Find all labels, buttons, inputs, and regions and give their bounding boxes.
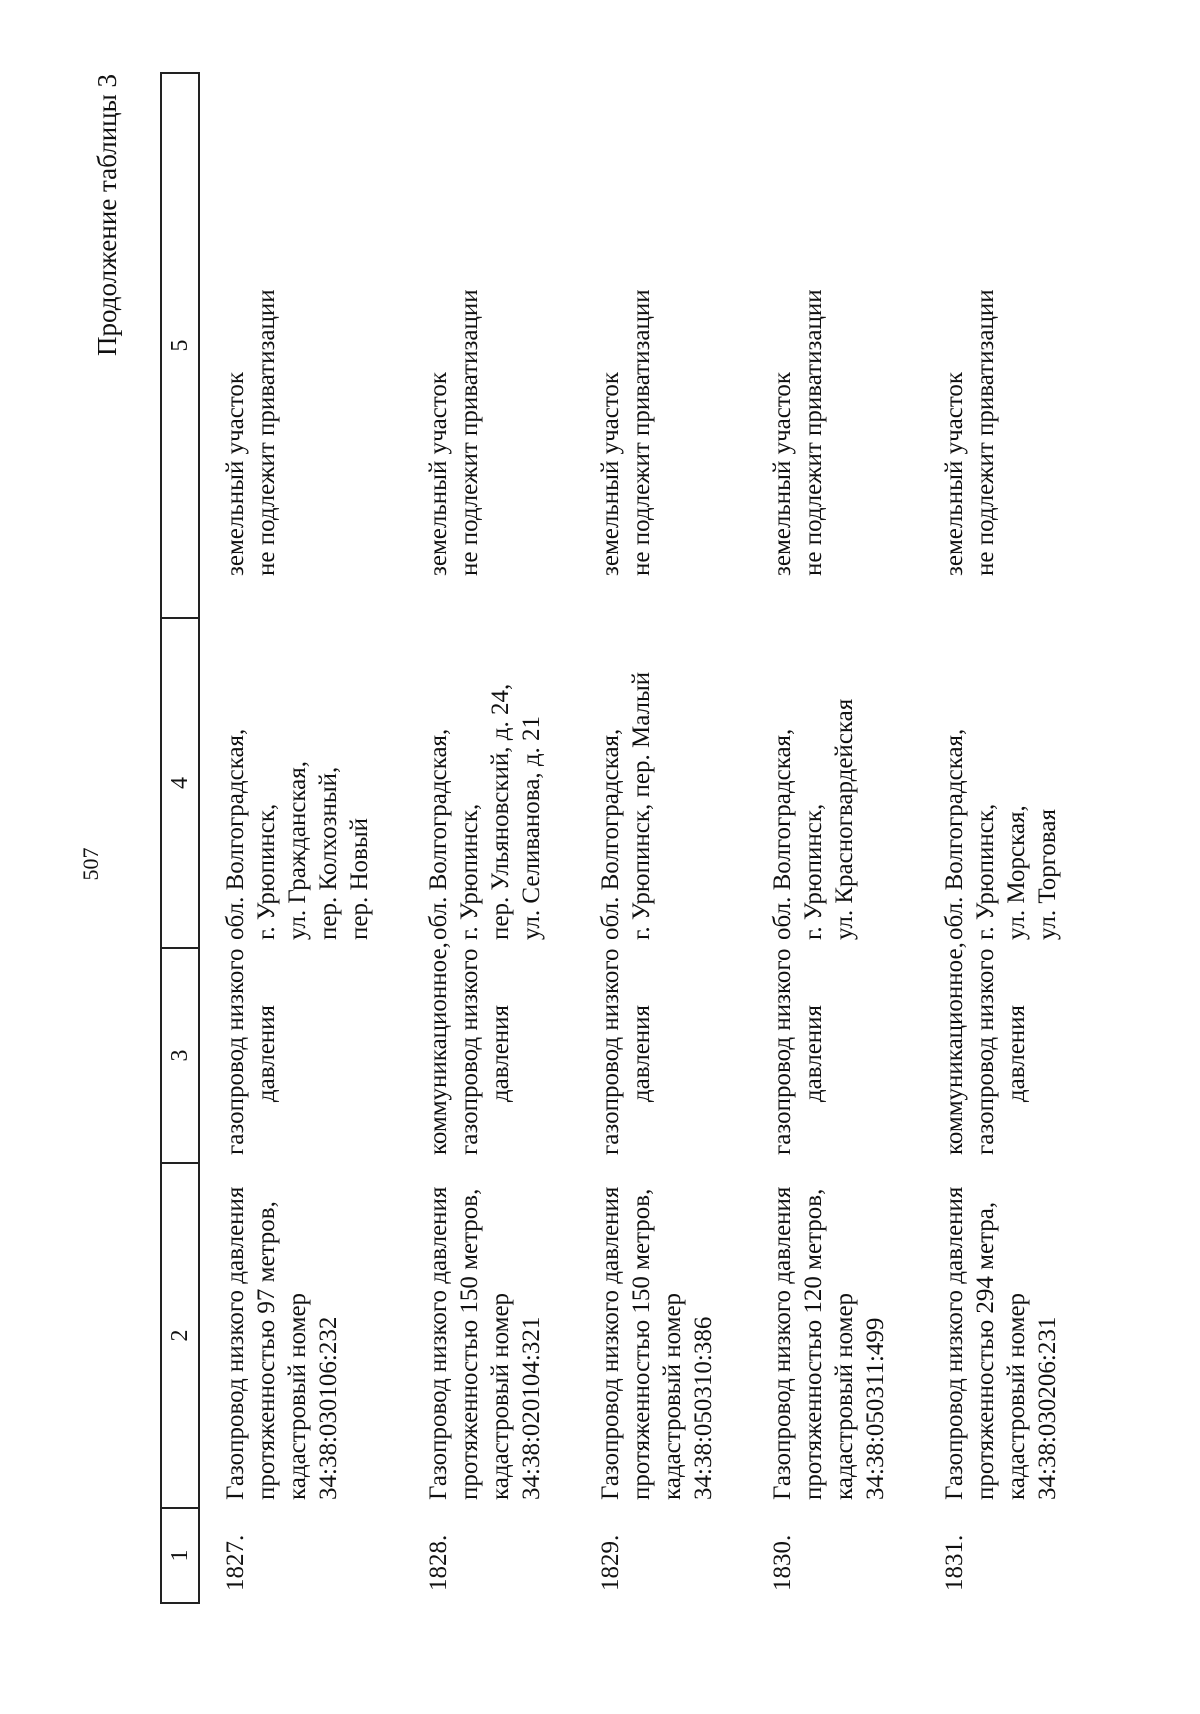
purpose-cell (575, 948, 747, 1163)
table-body (199, 73, 1091, 1603)
address-line: пер. Новый (346, 817, 373, 940)
address-cell (575, 618, 747, 948)
purpose-line: коммуникационное, (941, 942, 968, 1155)
note-cell (403, 73, 575, 618)
row-number: 1829. (597, 1534, 624, 1591)
purpose-line: давления (800, 1004, 827, 1103)
address-cell (403, 618, 575, 948)
purpose-line: коммуникационное, (425, 942, 452, 1155)
table-continuation-label: Продолжение таблицы 3 (92, 74, 122, 356)
row-number: 1828. (425, 1534, 452, 1591)
object-name-line: протяженностью 97 метров, (253, 1201, 280, 1500)
address-line: г. Урюпинск, (456, 803, 483, 940)
property-table-container (160, 74, 1091, 1604)
purpose-cell (199, 948, 403, 1163)
address-line: обл. Волгоградская, (597, 728, 624, 940)
object-name-line: кадастровый номер (1003, 1292, 1030, 1500)
note-line: земельный участок (222, 371, 249, 576)
note-line: не подлежит приватизации (628, 289, 655, 576)
object-name-cell (919, 1163, 1091, 1508)
table-row (403, 73, 575, 1603)
object-name-line: кадастровый номер (659, 1292, 686, 1500)
note-line: не подлежит приватизации (253, 289, 280, 576)
note-line: земельный участок (941, 371, 968, 576)
purpose-line: газопровод низкого (769, 948, 796, 1155)
address-line: г. Урюпинск, (253, 803, 280, 940)
address-line: ул. Селиванова, д. 21 (518, 715, 545, 940)
property-table (160, 72, 1091, 1604)
header-col-4: 4 (161, 618, 199, 948)
object-name-line: 34:38:030106:232 (315, 1316, 342, 1500)
purpose-line: газопровод низкого (972, 948, 999, 1155)
table-row (747, 73, 919, 1603)
row-number: 1831. (941, 1534, 968, 1591)
purpose-line: давления (628, 1004, 655, 1103)
note-line: земельный участок (597, 371, 624, 576)
object-name-line: протяженностью 150 метров, (456, 1188, 483, 1500)
object-name-line: Газопровод низкого давления (425, 1186, 452, 1500)
row-number: 1827. (222, 1534, 249, 1591)
object-name-line: Газопровод низкого давления (941, 1186, 968, 1500)
header-row (161, 73, 199, 1603)
object-name-line: 34:38:050311:499 (862, 1317, 889, 1500)
note-line: земельный участок (425, 371, 452, 576)
note-line: не подлежит приватизации (800, 289, 827, 576)
object-name-line: кадастровый номер (284, 1292, 311, 1500)
note-cell (747, 73, 919, 618)
object-name-line: Газопровод низкого давления (597, 1186, 624, 1500)
object-name-line: протяженностью 120 метров, (800, 1188, 827, 1500)
object-name-line: 34:38:030206:231 (1034, 1316, 1061, 1500)
table-header (161, 73, 199, 1603)
purpose-line: газопровод низкого (597, 948, 624, 1155)
address-line: обл. Волгоградская, (941, 728, 968, 940)
purpose-cell (403, 942, 575, 1163)
purpose-line: газопровод низкого (222, 948, 249, 1155)
address-line: ул. Красногвардейская (831, 698, 858, 940)
object-name-cell (575, 1163, 747, 1508)
object-name-cell (199, 1163, 403, 1508)
object-name-cell (403, 1163, 575, 1508)
address-line: г. Урюпинск, (972, 803, 999, 940)
purpose-line: газопровод низкого (456, 948, 483, 1155)
note-line: не подлежит приватизации (972, 289, 999, 576)
address-cell (199, 618, 403, 948)
address-line: ул. Морская, (1003, 805, 1030, 940)
address-line: обл. Волгоградская, (222, 728, 249, 940)
table-row (199, 73, 403, 1603)
header-col-2: 2 (161, 1163, 199, 1508)
object-name-line: Газопровод низкого давления (222, 1186, 249, 1500)
object-name-line: кадастровый номер (487, 1292, 514, 1500)
purpose-cell (747, 948, 919, 1163)
address-line: обл. Волгоградская, (425, 728, 452, 940)
address-line: обл. Волгоградская, (769, 728, 796, 940)
address-cell (747, 618, 919, 948)
header-col-1: 1 (161, 1508, 199, 1603)
address-line: пер. Ульяновский, д. 24, (487, 683, 514, 940)
address-line: г. Урюпинск, (800, 803, 827, 940)
header-col-3: 3 (161, 948, 199, 1163)
address-line: пер. Колхозный, (315, 766, 342, 940)
address-cell (919, 618, 1091, 948)
object-name-line: протяженностью 150 метров, (628, 1188, 655, 1500)
note-line: земельный участок (769, 371, 796, 576)
address-line: ул. Торговая (1034, 809, 1061, 940)
purpose-line: давления (1003, 1004, 1030, 1103)
object-name-line: кадастровый номер (831, 1292, 858, 1500)
purpose-cell (919, 942, 1091, 1163)
note-line: не подлежит приватизации (456, 289, 483, 576)
table-row (575, 73, 747, 1603)
purpose-line: давления (253, 1004, 280, 1103)
object-name-cell (747, 1163, 919, 1508)
header-col-5: 5 (161, 73, 199, 618)
address-line: ул. Гражданская, (284, 760, 311, 940)
page-number: 507 (78, 847, 103, 881)
object-name-line: Газопровод низкого давления (769, 1186, 796, 1500)
note-cell (199, 73, 403, 618)
row-number: 1830. (769, 1534, 796, 1591)
object-name-line: протяженностью 294 метра, (972, 1201, 999, 1500)
object-name-line: 34:38:050310:386 (690, 1316, 717, 1500)
note-cell (575, 73, 747, 618)
address-line: г. Урюпинск, пер. Малый (628, 671, 655, 940)
note-cell (919, 73, 1091, 618)
table-row (919, 73, 1091, 1603)
purpose-line: давления (487, 1004, 514, 1103)
object-name-line: 34:38:020104:321 (518, 1316, 545, 1500)
